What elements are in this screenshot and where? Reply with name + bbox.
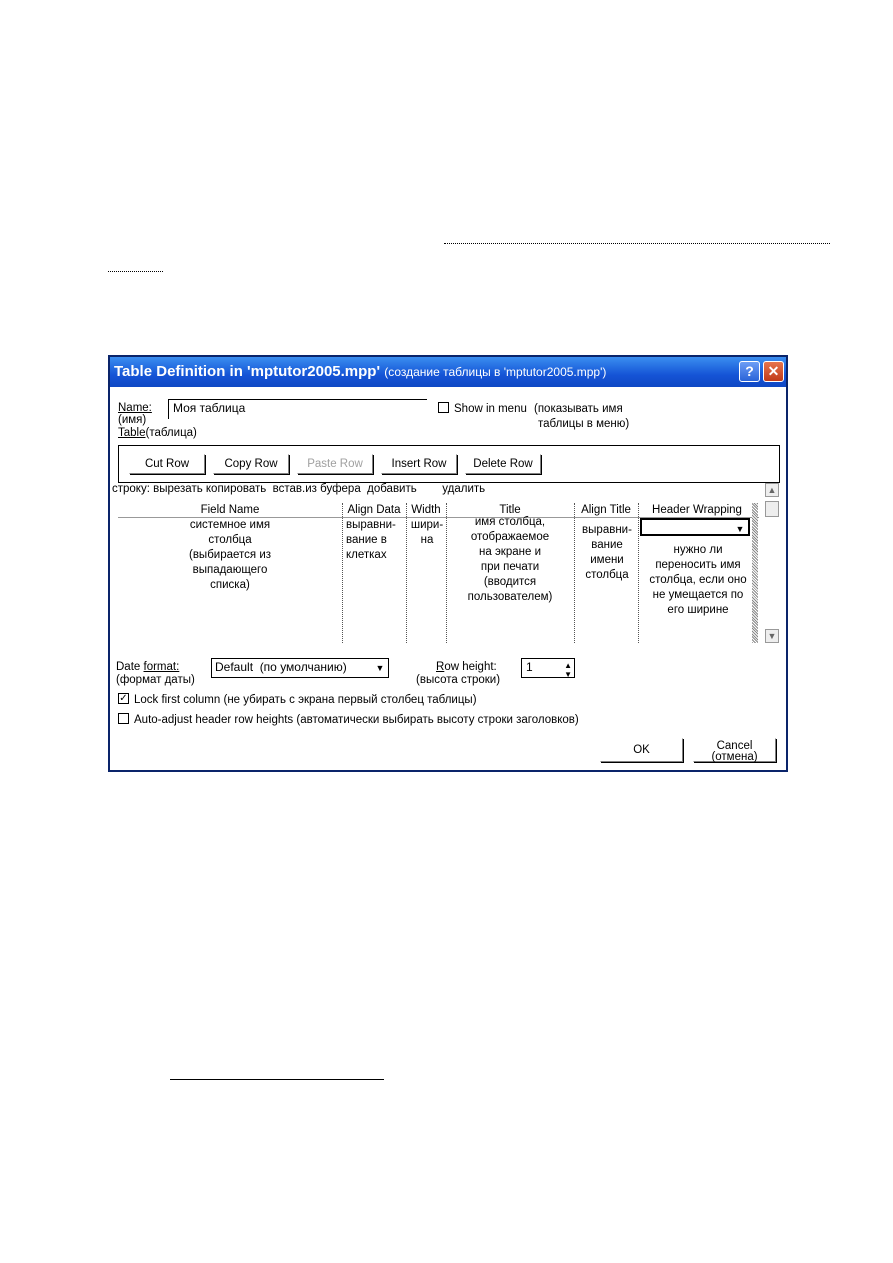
- lock-first-column-checkbox[interactable]: ✓: [119, 693, 128, 704]
- auto-adjust-text: Auto-adjust header row heights: [134, 714, 294, 726]
- note-line: пользователем): [467, 591, 553, 603]
- note-line: не умещается по: [652, 589, 744, 601]
- insert-row-button[interactable]: Insert Row: [381, 454, 457, 474]
- date-format-dropdown[interactable]: [211, 658, 389, 678]
- column-divider: [406, 503, 407, 643]
- column-divider: [446, 503, 447, 643]
- cancel-translation: (отмена): [711, 751, 758, 763]
- note-line: системное имя: [189, 519, 271, 531]
- title-note: [450, 515, 570, 605]
- table-definition-dialog: [108, 355, 788, 772]
- note-line: вание в: [346, 534, 387, 546]
- table-translation: (таблица): [145, 427, 197, 439]
- field-grid: [118, 503, 759, 643]
- auto-adjust-translation: (автоматически выбирать высоту строки заголовков): [296, 714, 579, 726]
- align-data-note: [344, 518, 406, 563]
- column-header-align-title[interactable]: Align Title: [581, 504, 631, 516]
- note-line: его ширине: [667, 604, 729, 616]
- close-button[interactable]: [763, 361, 784, 382]
- column-header-title[interactable]: Title: [499, 504, 521, 516]
- date-format-label: Date format:: [116, 661, 180, 673]
- close-icon: ✕: [767, 363, 780, 379]
- column-divider: [574, 503, 575, 643]
- dotted-fill-line-2: [108, 271, 163, 272]
- name-label: Name:: [118, 402, 152, 414]
- column-header-align-data[interactable]: Align Data: [347, 504, 401, 516]
- paste-row-button[interactable]: Paste Row: [297, 454, 373, 474]
- ok-button[interactable]: OK: [600, 738, 683, 762]
- scroll-down-icon[interactable]: ▼: [765, 629, 779, 643]
- note-line: вание: [591, 539, 623, 551]
- row-height-value: 1: [526, 660, 533, 674]
- spin-up-icon[interactable]: ▲: [564, 661, 572, 670]
- note-line: переносить имя: [655, 559, 741, 571]
- note-line: выравни-: [346, 519, 396, 531]
- note-line: выравни-: [582, 524, 632, 536]
- show-in-menu-checkbox[interactable]: [438, 402, 449, 413]
- note-line: (выбирается из: [188, 549, 272, 561]
- table-label-word: Table: [118, 427, 146, 439]
- show-in-menu-translation-2: таблицы в меню): [538, 418, 630, 430]
- row-height-label: Row height:: [436, 661, 497, 673]
- note-line: имени: [590, 554, 624, 566]
- table-label: [118, 427, 197, 439]
- title-bar: [110, 357, 786, 387]
- column-header-width[interactable]: Width: [411, 504, 441, 516]
- show-in-menu-translation-1: (показывать имя: [534, 403, 623, 415]
- scroll-thumb[interactable]: [765, 501, 779, 517]
- help-icon: ?: [745, 363, 754, 379]
- note-line: при печати: [480, 561, 540, 573]
- note-line: списка): [210, 579, 250, 591]
- row-height-label-r: R: [436, 661, 445, 673]
- column-header-field-name[interactable]: Field Name: [200, 504, 260, 516]
- cut-row-button[interactable]: Cut Row: [129, 454, 205, 474]
- cancel-button[interactable]: [693, 738, 776, 762]
- field-name-note: [170, 518, 290, 593]
- name-translation: (имя): [118, 414, 147, 426]
- note-line: выпадающего: [192, 564, 268, 576]
- copy-row-button[interactable]: Copy Row: [213, 454, 289, 474]
- note-line: отображаемое: [470, 531, 550, 543]
- show-in-menu-label: Show in menu: [454, 403, 527, 415]
- lock-first-column-text: Lock first column: [134, 694, 221, 706]
- lock-first-column-translation: (не убирать с экрана первый столбец таблицы): [223, 694, 477, 706]
- chevron-down-icon: ▼: [375, 663, 385, 673]
- auto-adjust-checkbox[interactable]: [118, 713, 129, 724]
- delete-row-button[interactable]: Delete Row: [465, 454, 541, 474]
- date-format-translation: (формат даты): [116, 674, 195, 686]
- help-button[interactable]: [739, 361, 760, 382]
- note-line: на: [420, 534, 434, 546]
- row-height-spinner[interactable]: [521, 658, 575, 678]
- row-buttons-bar: [118, 445, 780, 483]
- note-line: столбца: [585, 569, 629, 581]
- header-wrapping-dropdown[interactable]: [640, 518, 750, 536]
- buttons-translation: строку: вырезать копировать встав.из буфера добавить удалить: [112, 483, 486, 495]
- width-note: [408, 518, 446, 548]
- chevron-down-icon: ▼: [735, 524, 745, 534]
- cancel-label: Cancel: [716, 740, 753, 752]
- dialog-title-translation: (создание таблицы в 'mptutor2005.mpp'): [384, 365, 607, 379]
- note-line: нужно ли: [673, 544, 723, 556]
- note-line: имя столбца,: [474, 516, 546, 528]
- note-line: клетках: [346, 549, 387, 561]
- grid-edge-hatch: [752, 503, 758, 643]
- column-header-header-wrapping[interactable]: Header Wrapping: [652, 504, 742, 516]
- scroll-up-icon[interactable]: ▲: [765, 483, 779, 497]
- auto-adjust-label: [134, 714, 579, 726]
- name-field[interactable]: Моя таблица: [168, 399, 427, 419]
- lock-first-column-label: [134, 694, 477, 706]
- row-height-translation: (высота строки): [416, 674, 501, 686]
- column-divider: [342, 503, 343, 643]
- dialog-title: Table Definition in 'mptutor2005.mpp' (создание таблицы в 'mptutor2005.mpp'): [114, 363, 607, 380]
- header-wrapping-note: [638, 543, 758, 618]
- dotted-fill-line-1: [444, 243, 830, 244]
- note-line: на экране и: [479, 546, 541, 558]
- footnote-separator: [170, 1079, 384, 1080]
- vertical-scrollbar[interactable]: [765, 483, 779, 643]
- align-title-note: [576, 523, 638, 583]
- date-format-label-word: format:: [143, 661, 180, 673]
- spin-down-icon[interactable]: ▼: [564, 670, 572, 679]
- note-line: шири-: [410, 519, 444, 531]
- note-line: столбца: [208, 534, 252, 546]
- note-line: столбца, если оно: [649, 574, 747, 586]
- date-format-value: Default (по умолчанию): [215, 660, 347, 674]
- note-line: (вводится: [483, 576, 537, 588]
